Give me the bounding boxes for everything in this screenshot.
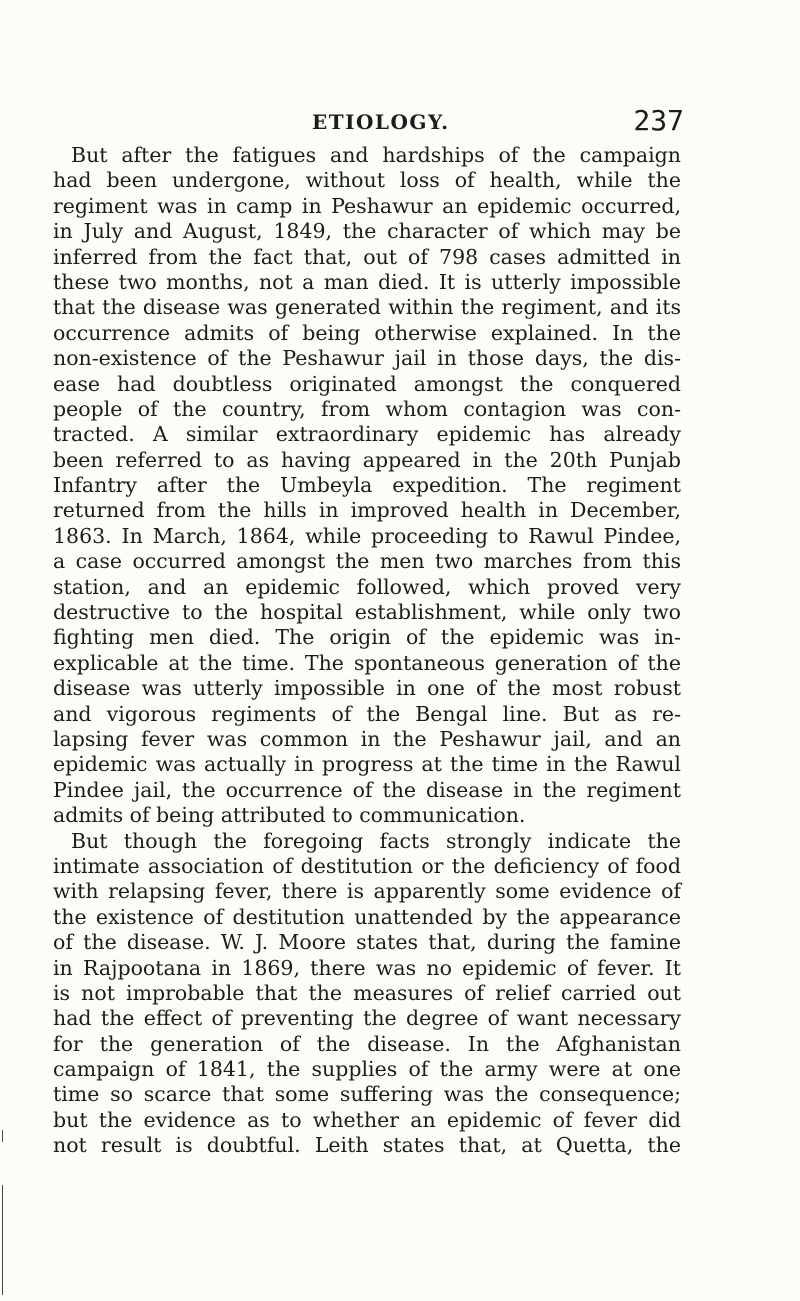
binding-edge-mark xyxy=(2,1130,3,1142)
text-line: tracted. A similar extraordinary epidemic has already xyxy=(53,422,681,447)
text-line: of the disease. W. J. Moore states that, during the famine xyxy=(53,930,681,955)
text-line: destructive to the hospital establishment, while only two xyxy=(53,600,681,625)
text-line: had the effect of preventing the degree of want necessary xyxy=(53,1006,681,1031)
text-line: the existence of destitution unattended by the appearance xyxy=(53,904,681,929)
text-line: Infantry after the Umbeyla expedition. The regiment xyxy=(53,473,681,498)
text-line: explicable at the time. The spontaneous generation of the xyxy=(53,650,681,675)
text-line: non-existence of the Peshawur jail in those days, the dis- xyxy=(53,346,681,371)
text-line: people of the country, from whom contagion was con- xyxy=(53,396,681,421)
text-line: regiment was in camp in Peshawur an epidemic occurred, xyxy=(53,193,681,218)
text-line: returned from the hills in improved health in December, xyxy=(53,498,681,523)
text-line: in Rajpootana in 1869, there was no epidemic of fever. It xyxy=(53,955,681,980)
body-text xyxy=(53,143,681,1159)
paragraph-2 xyxy=(53,829,681,1159)
text-line: occurrence admits of being otherwise explained. In the xyxy=(53,320,681,345)
binding-edge-mark xyxy=(2,1185,3,1295)
text-line: intimate association of destitution or the deficiency of food xyxy=(53,853,681,878)
text-line: and vigorous regiments of the Bengal line. But as re- xyxy=(53,701,681,726)
text-line: fighting men died. The origin of the epidemic was in- xyxy=(53,625,681,650)
text-line: these two months, not a man died. It is utterly impossible xyxy=(53,269,681,294)
text-line: But after the fatigues and hardships of the campaign xyxy=(71,143,681,167)
text-line: 1863. In March, 1864, while proceeding to Rawul Pindee, xyxy=(53,523,681,548)
text-line: lapsing fever was common in the Peshawur jail, and an xyxy=(53,726,681,751)
page-header xyxy=(312,104,684,138)
text-line: but the evidence as to whether an epidemic of fever did xyxy=(53,1107,681,1132)
text-line: with relapsing fever, there is apparently some evidence of xyxy=(53,879,681,904)
text-line: been referred to as having appeared in the 20th Punjab xyxy=(53,447,681,472)
text-line: ease had doubtless originated amongst the conquered xyxy=(53,371,681,396)
text-line: had been undergone, without loss of health, while the xyxy=(53,168,681,193)
text-line: that the disease was generated within the regiment, and its xyxy=(53,295,681,320)
text-line: time so scarce that some suffering was the consequence; xyxy=(53,1082,681,1107)
text-line: not result is doubtful. Leith states that, at Quetta, the xyxy=(53,1133,681,1158)
text-line: Pindee jail, the occurrence of the disease in the regiment xyxy=(53,777,681,802)
text-line: disease was utterly impossible in one of the most robust xyxy=(53,676,681,701)
text-line: in July and August, 1849, the character of which may be xyxy=(53,219,681,244)
text-line: a case occurred amongst the men two marches from this xyxy=(53,549,681,574)
text-line: for the generation of the disease. In the Afghanistan xyxy=(53,1031,681,1056)
text-line: is not improbable that the measures of relief carried out xyxy=(53,980,681,1005)
text-line: But though the foregoing facts strongly indicate the xyxy=(71,828,681,853)
text-line: campaign of 1841, the supplies of the army were at one xyxy=(53,1057,681,1082)
text-line: admits of being attributed to communication. xyxy=(53,803,526,828)
text-line: station, and an epidemic followed, which proved very xyxy=(53,574,681,599)
paragraph-1 xyxy=(53,143,681,829)
running-head: ETIOLOGY. xyxy=(312,110,450,134)
page-number: 237 xyxy=(633,104,684,137)
text-line: epidemic was actually in progress at the time in the Rawul xyxy=(53,752,681,777)
text-line: inferred from the fact that, out of 798 cases admitted in xyxy=(53,244,681,269)
